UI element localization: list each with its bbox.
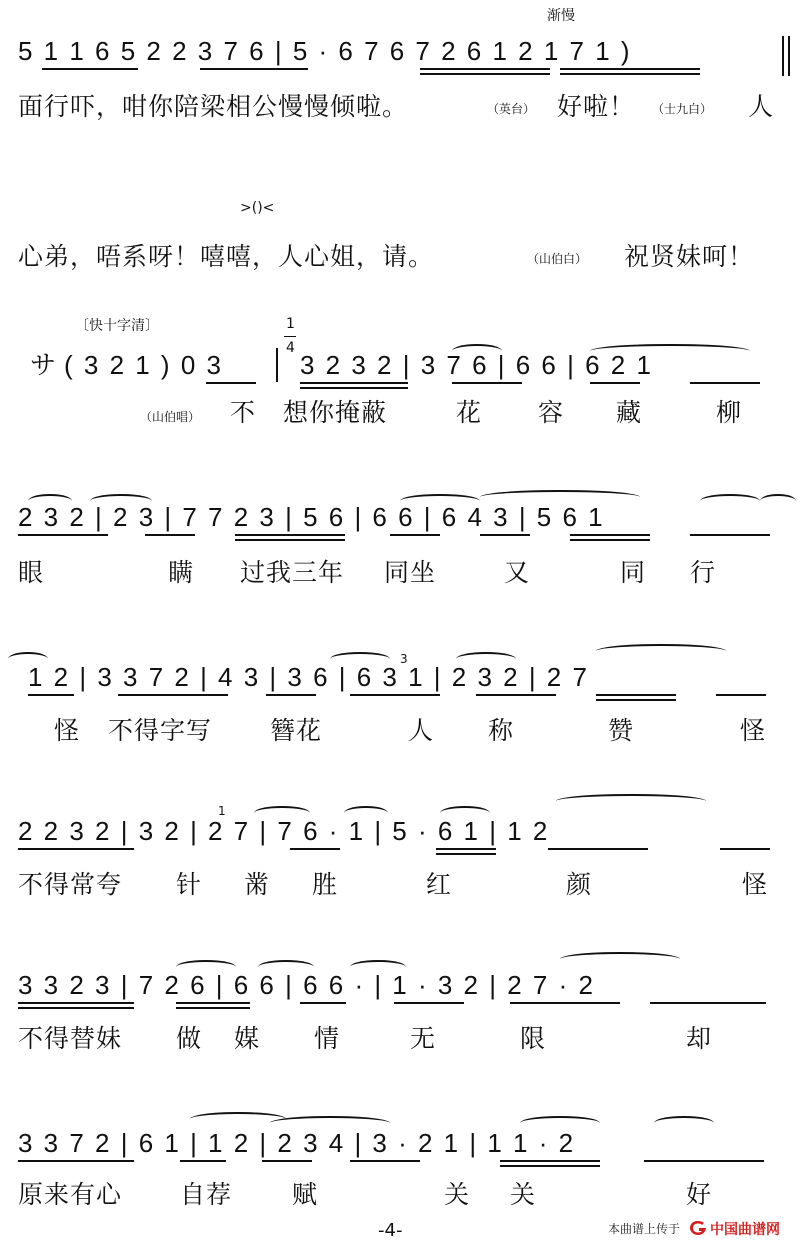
- beam-underline: [350, 694, 440, 696]
- lyric-syllable: 怪: [742, 870, 769, 899]
- beam-underline: [18, 1007, 134, 1009]
- notation-line: 5 1 1 6 5 2 2 3 7 6 | 5 · 6 7 6 7 2 6 1 2 1 7 1 ): [18, 36, 632, 66]
- lyric-syllable: 胜: [312, 870, 339, 899]
- slur: [330, 652, 390, 666]
- intro-notation: ( 3 2 1 ) 0 3: [64, 350, 223, 380]
- sa-mark: サ: [30, 350, 59, 380]
- lyric-syllable: 容: [538, 398, 565, 427]
- lyric-syllable: 却: [686, 1024, 713, 1053]
- slur: [344, 806, 388, 820]
- notation-line: 1 2 | 3 3 7 2 | 4 3 | 3 6 | 6 3 1 | 2 3 2 | 2 7: [28, 662, 589, 692]
- beam-underline: [390, 534, 440, 536]
- beam-underline: [300, 387, 408, 389]
- slur: [452, 344, 502, 358]
- lyric-syllable: 称: [488, 716, 515, 745]
- beam-underline: [650, 1002, 766, 1004]
- lyric-syllable: 柳: [716, 398, 743, 427]
- beam-underline: [42, 68, 138, 70]
- lyric-line: 心弟，唔系呀！嘻嘻，人心姐，请。: [18, 242, 435, 271]
- beam-underline: [262, 1160, 312, 1162]
- beam-underline: [500, 1160, 600, 1162]
- slur: [28, 494, 72, 508]
- slur: [456, 652, 516, 666]
- beam-underline: [452, 382, 522, 384]
- beam-underline: [570, 534, 650, 536]
- lyric-syllable: 针: [176, 870, 203, 899]
- beam-underline: [235, 534, 345, 536]
- lyric-syllable: 赋: [292, 1180, 319, 1209]
- beam-underline: [18, 1160, 134, 1162]
- beam-underline: [644, 1160, 764, 1162]
- beam-underline: [570, 539, 650, 541]
- lyric-syllable: 颜: [566, 870, 593, 899]
- slur: [258, 960, 314, 974]
- beam-underline: [206, 382, 256, 384]
- lyric-syllable: 怪: [740, 716, 767, 745]
- beam-underline: [596, 699, 676, 701]
- lyric-syllable: 好: [686, 1180, 713, 1209]
- singer-label: （山伯唱）: [140, 410, 201, 424]
- tempo-mark: 〔快十字清〕: [75, 318, 159, 334]
- beam-underline: [290, 848, 340, 850]
- slur: [440, 806, 490, 820]
- lyric-syllable: 不得字写: [108, 716, 213, 745]
- grace-note: 1: [218, 804, 226, 818]
- spoken-role-label: （山伯白）: [527, 252, 588, 266]
- slur: [8, 652, 48, 666]
- beam-underline: [420, 68, 550, 70]
- beam-underline: [145, 534, 195, 536]
- slur: [590, 344, 750, 358]
- lyric-syllable: 簪花: [270, 716, 323, 745]
- beam-underline: [18, 534, 108, 536]
- beam-underline: [266, 694, 316, 696]
- lyric-syllable: 眼: [18, 558, 45, 587]
- lyric-syllable: 黹: [244, 870, 271, 899]
- beam-underline: [560, 68, 700, 70]
- lyric-syllable: 不得替妹: [18, 1024, 123, 1053]
- beam-underline: [720, 848, 770, 850]
- lyric-syllable: 瞒: [168, 558, 195, 587]
- slur: [560, 952, 680, 966]
- beam-underline: [690, 534, 770, 536]
- slur: [596, 644, 726, 658]
- lyric-syllable: 不得常夸: [18, 870, 123, 899]
- lyric-syllable: 赞: [608, 716, 635, 745]
- tempo-mark-jianman: 渐慢: [547, 8, 575, 24]
- notation-line: 3 3 2 3 | 7 2 6 | 6 6 | 6 6 · | 1 · 3 2 | 2 7 · 2: [18, 970, 595, 1000]
- notation-line: 3 2 3 2 | 3 7 6 | 6 6 | 6 2 1: [300, 350, 653, 380]
- lyric-syllable: 做: [176, 1024, 203, 1053]
- beam-underline: [180, 1160, 226, 1162]
- lyric-syllable: 同: [620, 558, 647, 587]
- lyric-fragment: 好啦！: [557, 92, 636, 121]
- notation-line: 2 3 2 | 2 3 | 7 7 2 3 | 5 6 | 6 6 | 6 4 3 | 5 6 1: [18, 502, 605, 532]
- barline: [276, 348, 278, 382]
- notation-line: 2 2 3 2 | 3 2 | 2 7 | 7 6 · 1 | 5 · 6 1 | 1 2: [18, 816, 550, 846]
- beam-underline: [590, 382, 640, 384]
- lyric-syllable: 行: [690, 558, 717, 587]
- spoken-role-label: （士九白）: [652, 102, 713, 116]
- beam-underline: [394, 1002, 464, 1004]
- upload-note: 本曲谱上传于: [608, 1222, 681, 1236]
- beam-underline: [300, 382, 408, 384]
- lyric-syllable: 过我三年: [240, 558, 345, 587]
- lyric-syllable: 想你掩蔽: [283, 398, 388, 427]
- lyric-syllable: 情: [314, 1024, 341, 1053]
- slur: [654, 1116, 714, 1130]
- lyric-syllable: 同坐: [384, 558, 437, 587]
- lyric-syllable: 怪: [54, 716, 81, 745]
- time-signature-bottom: 4: [286, 340, 295, 356]
- lyric-syllable: 不: [230, 398, 257, 427]
- lyric-fragment: 人: [748, 92, 775, 121]
- beam-underline: [436, 853, 496, 855]
- notation-line: 3 3 7 2 | 6 1 | 1 2 | 2 3 4 | 3 · 2 1 | 1 1 · 2: [18, 1128, 576, 1158]
- beam-underline: [200, 68, 308, 70]
- slur: [350, 960, 406, 974]
- lyric-line: 面行吓，咁你陪梁相公慢慢倾啦。: [18, 92, 409, 121]
- lyric-syllable: 藏: [616, 398, 643, 427]
- page-number: -4-: [378, 1220, 403, 1241]
- slur: [90, 494, 152, 508]
- time-signature-line: [284, 336, 296, 337]
- accent-mark: >()<: [240, 200, 275, 216]
- beam-underline: [476, 694, 556, 696]
- beam-underline: [716, 694, 766, 696]
- slur: [556, 794, 706, 808]
- slur: [254, 806, 310, 820]
- slur: [400, 494, 480, 508]
- beam-underline: [118, 694, 228, 696]
- beam-underline: [500, 1165, 600, 1167]
- beam-underline: [176, 1002, 250, 1004]
- beam-underline: [548, 848, 648, 850]
- lyric-syllable: 自荐: [180, 1180, 233, 1209]
- beam-underline: [300, 1002, 346, 1004]
- beam-underline: [176, 1007, 250, 1009]
- spoken-role-label: （英台）: [487, 102, 536, 116]
- lyric-syllable: 红: [426, 870, 453, 899]
- time-signature-top: 1: [286, 316, 295, 332]
- slur: [700, 494, 760, 508]
- lyric-syllable: 又: [504, 558, 531, 587]
- beam-underline: [18, 1002, 134, 1004]
- lyric-syllable: 原来有心: [18, 1180, 123, 1209]
- beam-underline: [350, 1160, 420, 1162]
- beam-underline: [596, 694, 676, 696]
- end-double-barline: [782, 36, 790, 76]
- lyric-syllable: 关: [510, 1180, 537, 1209]
- beam-underline: [28, 694, 74, 696]
- slur: [176, 960, 236, 974]
- lyric-syllable: 人: [408, 716, 435, 745]
- site-logo-icon: [688, 1219, 708, 1237]
- lyric-fragment: 祝贤妹呵！: [624, 242, 755, 271]
- lyric-syllable: 媒: [234, 1024, 261, 1053]
- beam-underline: [436, 848, 496, 850]
- slur: [760, 494, 796, 508]
- beam-underline: [560, 73, 700, 75]
- beam-underline: [420, 73, 550, 75]
- slur: [520, 1116, 600, 1130]
- grace-note: 3: [400, 652, 408, 666]
- beam-underline: [480, 534, 530, 536]
- beam-underline: [235, 539, 345, 541]
- slur: [270, 1116, 390, 1130]
- lyric-syllable: 无: [410, 1024, 437, 1053]
- slur: [480, 490, 640, 504]
- site-name[interactable]: 中国曲谱网: [710, 1222, 780, 1238]
- beam-underline: [18, 848, 134, 850]
- lyric-syllable: 限: [520, 1024, 547, 1053]
- beam-underline: [690, 382, 760, 384]
- lyric-syllable: 花: [456, 398, 483, 427]
- lyric-syllable: 关: [444, 1180, 471, 1209]
- beam-underline: [510, 1002, 620, 1004]
